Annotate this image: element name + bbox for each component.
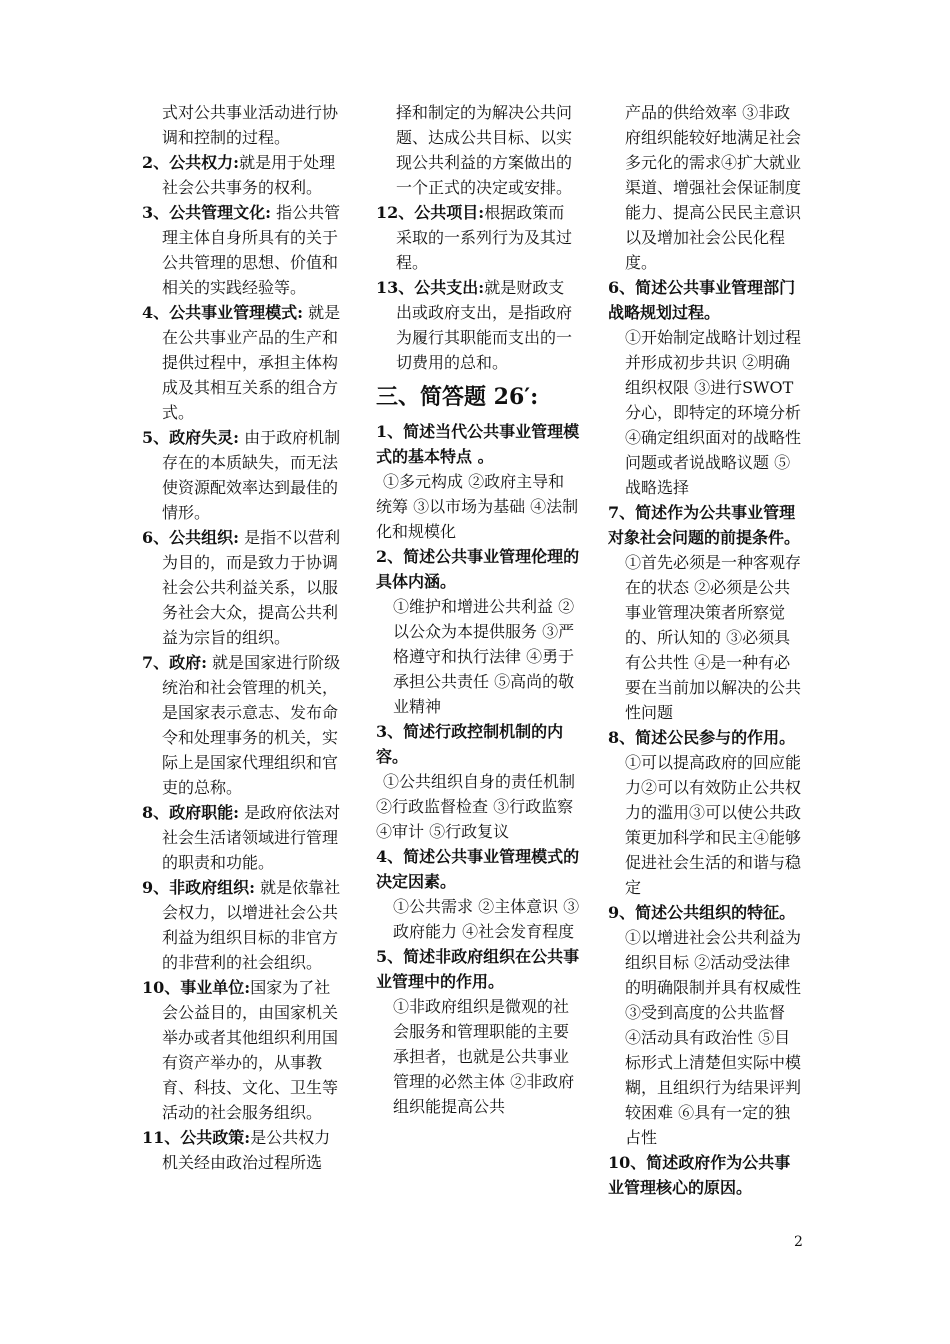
question-answer: ①非政府组织是微观的社会服务和管理职能的主要承担者，也就是公共事业管理的必然主体 ②非政府组织能提高公共	[393, 997, 575, 1116]
definition-term: 12、公共项目:	[376, 203, 485, 222]
definition-item	[376, 275, 580, 375]
definition-text: 就是在公共事业产品的生产和提供过程中，承担主体构成及其相互关系的组合方式。	[162, 303, 341, 422]
question-answer: ①开始制定战略计划过程并形成初步共识 ②明确组织权限 ③进行SWOT分心，即特定的环境分析 ④确定组织面对的战略性问题或者说战略议题 ⑤战略选择	[625, 328, 802, 497]
definition-term: 11、公共政策:	[142, 1128, 251, 1147]
definition-1-continued: 式对公共事业活动进行协调和控制的过程。	[162, 103, 339, 147]
question-title: 1、简述当代公共事业管理模式的基本特点 。	[376, 422, 580, 466]
definition-text: 由于政府机制存在的本质缺失，而无法使资源配效率达到最佳的情形。	[162, 428, 341, 522]
definition-item	[142, 200, 346, 300]
definition-term: 10、事业单位:	[142, 978, 251, 997]
definition-text: 指公共管理主体自身所具有的关于公共管理的思想、价值和相关的实践经验等。	[162, 203, 341, 297]
question-answer: ①维护和增进公共利益 ②以公众为本提供服务 ③严格遵守和执行法律 ④勇于承担公共责任 ⑤高尚的敬业精神	[393, 597, 575, 716]
question-5-answer-continued: 产品的供给效率 ③非政府组织能较好地满足社会多元化的需求④扩大就业渠道、增强社会保证制度能力、提高公民民主意识以及增加社会公民化程度。	[625, 103, 802, 272]
definition-item	[142, 800, 346, 875]
definition-text: 根据政策而采取的一系列行为及其过程。	[396, 203, 573, 272]
definition-item	[142, 650, 346, 800]
question-title: 5、简述非政府组织在公共事业管理中的作用。	[376, 947, 580, 991]
definition-text: 就是国家进行阶级统治和社会管理的机关，是国家表示意志、发布命令和处理事务的机关，实际上是国家代理组织和官吏的总称。	[162, 653, 341, 797]
definition-item	[376, 200, 580, 275]
question-title: 6、简述公共事业管理部门战略规划过程。	[608, 278, 796, 322]
question-answer: ①多元构成 ②政府主导和统筹 ③以市场为基础 ④法制化和规模化	[376, 472, 579, 541]
definition-11-continued: 择和制定的为解决公共问题、达成公共目标、以实现公共利益的方案做出的一个正式的决定或安排。	[396, 103, 573, 197]
question-title: 7、简述作为公共事业管理对象社会问题的前提条件。	[608, 503, 801, 547]
definition-term: 6、公共组织:	[142, 528, 240, 547]
definition-item	[142, 525, 346, 650]
definition-text: 就是财政支出或政府支出，是指政府为履行其职能而支出的一切费用的总和。	[396, 278, 573, 372]
definition-item	[142, 425, 346, 525]
column-left	[142, 100, 346, 1175]
question-title: 10、简述政府作为公共事业管理核心的原因。	[608, 1153, 791, 1197]
definition-text: 是公共权力机关经由政治过程所选	[162, 1128, 331, 1172]
definition-text: 国家为了社会公益目的，由国家机关举办或者其他组织利用国有资产举办的，从事教育、科技、文化、卫生等活动的社会服务组织。	[162, 978, 339, 1122]
question-answer: ①以增进社会公共利益为组织目标 ②活动受法律的明确限制并具有权威性 ③受到高度的公共监督 ④活动具有政治性 ⑤目标形式上清楚但实际中模糊，且组织行为结果评判较困难 ⑥具有一定的独占性	[625, 928, 802, 1147]
column-middle	[376, 100, 580, 1119]
question-title: 2、简述公共事业管理伦理的具体内涵。	[376, 547, 580, 591]
definition-term: 7、政府:	[142, 653, 208, 672]
section-heading: 三、简答题 26′:	[376, 384, 539, 410]
column-right	[608, 100, 806, 1200]
definition-term: 9、非政府组织:	[142, 878, 256, 897]
definition-text: 就是用于处理社会公共事务的权利。	[162, 153, 336, 197]
question-title: 8、简述公民参与的作用。	[608, 728, 796, 747]
definition-term: 2、公共权力:	[142, 153, 240, 172]
question-answer: ①公共组织自身的责任机制 ②行政监督检查 ③行政监察 ④审计 ⑤行政复议	[376, 772, 576, 841]
definition-item	[142, 150, 346, 200]
definition-text: 是指不以营利为目的，而是致力于协调社会公共利益关系，以服务社会大众，提高公共利益为宗旨的组织。	[162, 528, 341, 647]
definition-term: 5、政府失灵:	[142, 428, 240, 447]
question-answer: ①公共需求 ②主体意识 ③政府能力 ④社会发育程度	[393, 897, 580, 941]
definition-item	[142, 875, 346, 975]
definition-item	[142, 1125, 346, 1175]
definition-text: 是政府依法对社会生活诸领域进行管理的职责和功能。	[162, 803, 341, 872]
question-answer: ①可以提高政府的回应能力②可以有效防止公共权力的滥用③可以使公共政策更加科学和民主④能够促进社会生活的和谐与稳定	[625, 753, 802, 897]
question-title: 9、简述公共组织的特征。	[608, 903, 796, 922]
definition-term: 13、公共支出:	[376, 278, 485, 297]
question-title: 4、简述公共事业管理模式的决定因素。	[376, 847, 580, 891]
definition-term: 8、政府职能:	[142, 803, 240, 822]
definition-item	[142, 975, 346, 1125]
definition-term: 4、公共事业管理模式:	[142, 303, 304, 322]
definition-term: 3、公共管理文化:	[142, 203, 272, 222]
definition-text: 就是依靠社会权力，以增进社会公共利益为组织目标的非官方的非营利的社会组织。	[162, 878, 341, 972]
question-title: 3、简述行政控制机制的内容。	[376, 722, 564, 766]
definition-item	[142, 300, 346, 425]
question-answer: ①首先必须是一种客观存在的状态 ②必须是公共事业管理决策者所察觉的、所认知的 ③必须具有公共性 ④是一种有必要在当前加以解决的公共性问题	[625, 553, 802, 722]
page-number: 2	[794, 1234, 803, 1250]
